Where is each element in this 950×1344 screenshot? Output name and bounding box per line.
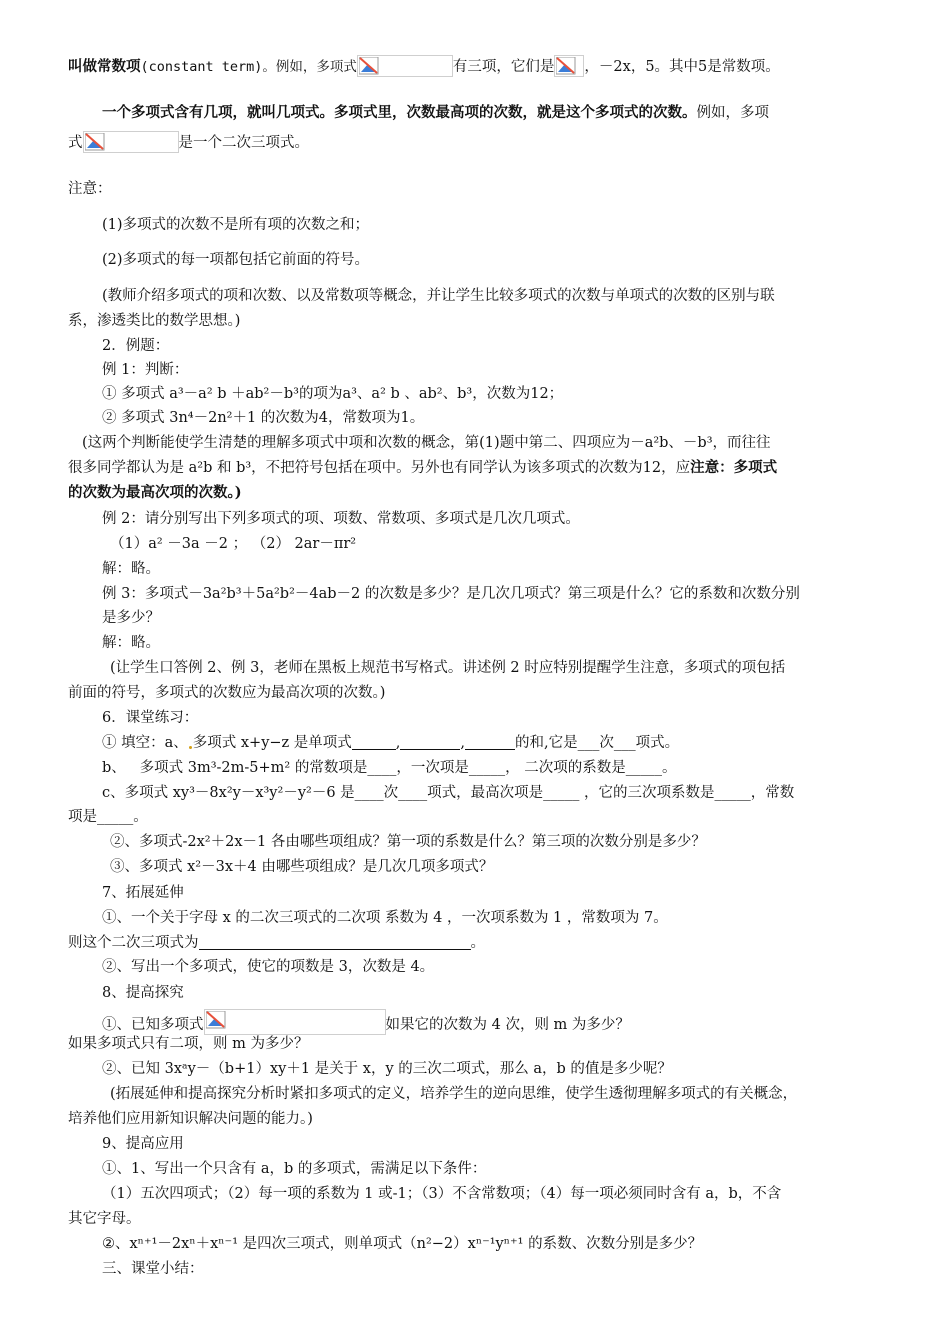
solution-text: 解：略。 <box>102 635 160 651</box>
example-1-judge-1: ① 多项式 a³－a² b ＋ab²－b³的项为a³、a² b 、ab²、b³，次数为12； <box>102 386 564 402</box>
example-3-title: 例 3：多项式－3a²b³＋5a²b²－4ab－2 的次数是多少？是几次几项式？第三项是什么？它的系数和次数分别 <box>102 586 800 602</box>
practice-q1-c-cont: 项是_____。 <box>68 809 148 825</box>
explore-q2: ②、已知 3xᵃy－（b+1）xy＋1 是关于 x，y 的三次二项式，那么 a，b 的值是多少呢？ <box>102 1061 672 1077</box>
teacher-comment: (教师介绍多项式的项和次数、以及常数项等概念，并让学生比较多项式的次数与单项式的次数的区别与联 <box>102 288 775 304</box>
fill-blank <box>352 735 396 750</box>
apply-q1-cont: 其它字母。 <box>68 1211 141 1227</box>
extend-q2: ②、写出一个多项式，使它的项数是 3，次数是 4。 <box>102 959 435 975</box>
formula-image-placeholder <box>554 55 584 77</box>
mark-dot <box>189 746 192 749</box>
practice-q1: ① 填空：a、 多项式 x+y−z 是单项式 , , 的和,它是___次___项式。 <box>102 735 680 751</box>
explore-q1-cont: 如果多项式只有二项，则 m 为多少？ <box>68 1036 309 1052</box>
formula-image-placeholder <box>204 1009 386 1035</box>
para-polynomial-definition: 一个多项式含有几项，就叫几项式。多项式里，次数最高项的次数，就是这个多项式的次数。例如，多项 <box>102 104 769 121</box>
comment-line: 培养他们应用新知识解决问题的能力。) <box>68 1111 313 1127</box>
example-2-title: 例 2：请分别写出下列多项式的项、项数、常数项、多项式是几次几项式。 <box>102 511 580 527</box>
para-polynomial-example: 式 是一个二次三项式。 <box>68 131 309 153</box>
section-heading: 7、拓展延伸 <box>102 885 184 901</box>
extend-q1-cont: 则这个二次三项式为 。 <box>68 935 485 951</box>
formula-image-placeholder <box>357 55 453 77</box>
example-2-items: （1）a² －3a －2 ； （2） 2ar－πr² <box>110 536 357 552</box>
fill-blank <box>199 935 471 950</box>
extend-q1: ①、一个关于字母 x 的二次三项式的二次项 系数为 4 ，一次项系数为 1 ，常数项为 7。 <box>102 910 668 926</box>
comment-line: (这两个判断能使学生清楚的理解多项式中项和次数的概念，第(1)题中第二、四项应为－a²b、－b³，而往往 <box>82 435 771 451</box>
note-item-2: (2)多项式的每一项都包括它前面的符号。 <box>102 252 370 268</box>
teacher-comment: 系，渗透类比的数学思想。) <box>68 313 241 329</box>
example-1-judge-2: ② 多项式 3n⁴－2n²＋1 的次数为4，常数项为1。 <box>102 410 425 426</box>
para-constant-term: 叫做常数项(constant term)。例如，多项式 有三项，它们是 ，－2x，5。其中5是常数项。 <box>68 55 780 77</box>
apply-q2: ②、xⁿ⁺¹－2xⁿ＋xⁿ⁻¹ 是四次三项式，则单项式（n²−2）xⁿ⁻¹yⁿ⁺¹ 的系数、次数分别是多少？ <box>102 1236 703 1252</box>
comment-line: (让学生口答例 2、例 3，老师在黑板上规范书写格式。讲述例 2 时应特别提醒学生注意，多项式的项包括 <box>110 660 786 676</box>
section-heading: 9、提高应用 <box>102 1136 184 1152</box>
practice-q1-c: c、多项式 xy³－8x²y－x³y²－y²－6 是____次____项式，最高次项是_____ ，它的三次项系数是_____，常数 <box>102 785 795 801</box>
comment-line: 很多同学都认为是 a²b 和 b³，不把符号包括在项中。另外也有同学认为该多项式的次数为12，应注意：多项式 <box>68 459 778 476</box>
apply-q1: ①、1、写出一个只含有 a，b 的多项式，需满足以下条件： <box>102 1161 487 1177</box>
practice-q1-b: b、 多项式 3m³-2m-5+m² 的常数项是____，一次项是_____， 二次项的系数是_____。 <box>102 760 677 776</box>
comment-line: 前面的符号，多项式的次数应为最高次项的次数。) <box>68 685 386 701</box>
formula-image-placeholder <box>83 131 179 153</box>
example-3-cont: 是多少？ <box>102 610 160 626</box>
section-heading: 2．例题： <box>102 338 170 354</box>
note-item-1: (1)多项式的次数不是所有项的次数之和； <box>102 217 370 233</box>
note-title: 注意： <box>68 181 112 197</box>
comment-line: 的次数为最高次项的次数。) <box>68 484 242 501</box>
comment-line: (拓展延伸和提高探究分析时紧扣多项式的定义，培养学生的逆向思维，使学生透彻理解多项式的有关概念， <box>110 1086 798 1102</box>
explore-q1: ①、已知多项式 如果它的次数为 4 次，则 m 为多少？ <box>102 1009 630 1035</box>
summary-heading: 三、课堂小结： <box>102 1261 204 1277</box>
solution-text: 解：略。 <box>102 561 160 577</box>
fill-blank <box>465 735 515 750</box>
section-heading: 6．课堂练习： <box>102 710 199 726</box>
apply-q1-conditions: （1）五次四项式；（2）每一项的系数为 1 或-1；（3）不含常数项；（4）每一项必须同时含有 a，b，不含 <box>102 1186 782 1202</box>
section-heading: 8、提高探究 <box>102 985 184 1001</box>
practice-q2: ②、多项式-2x²＋2x－1 各由哪些项组成？第一项的系数是什么？第三项的次数分别是多少？ <box>110 834 706 850</box>
fill-blank <box>400 735 460 750</box>
practice-q3: ③、多项式 x²－3x＋4 由哪些项组成？是几次几项多项式？ <box>110 859 494 875</box>
example-1-title: 例 1：判断： <box>102 362 189 378</box>
